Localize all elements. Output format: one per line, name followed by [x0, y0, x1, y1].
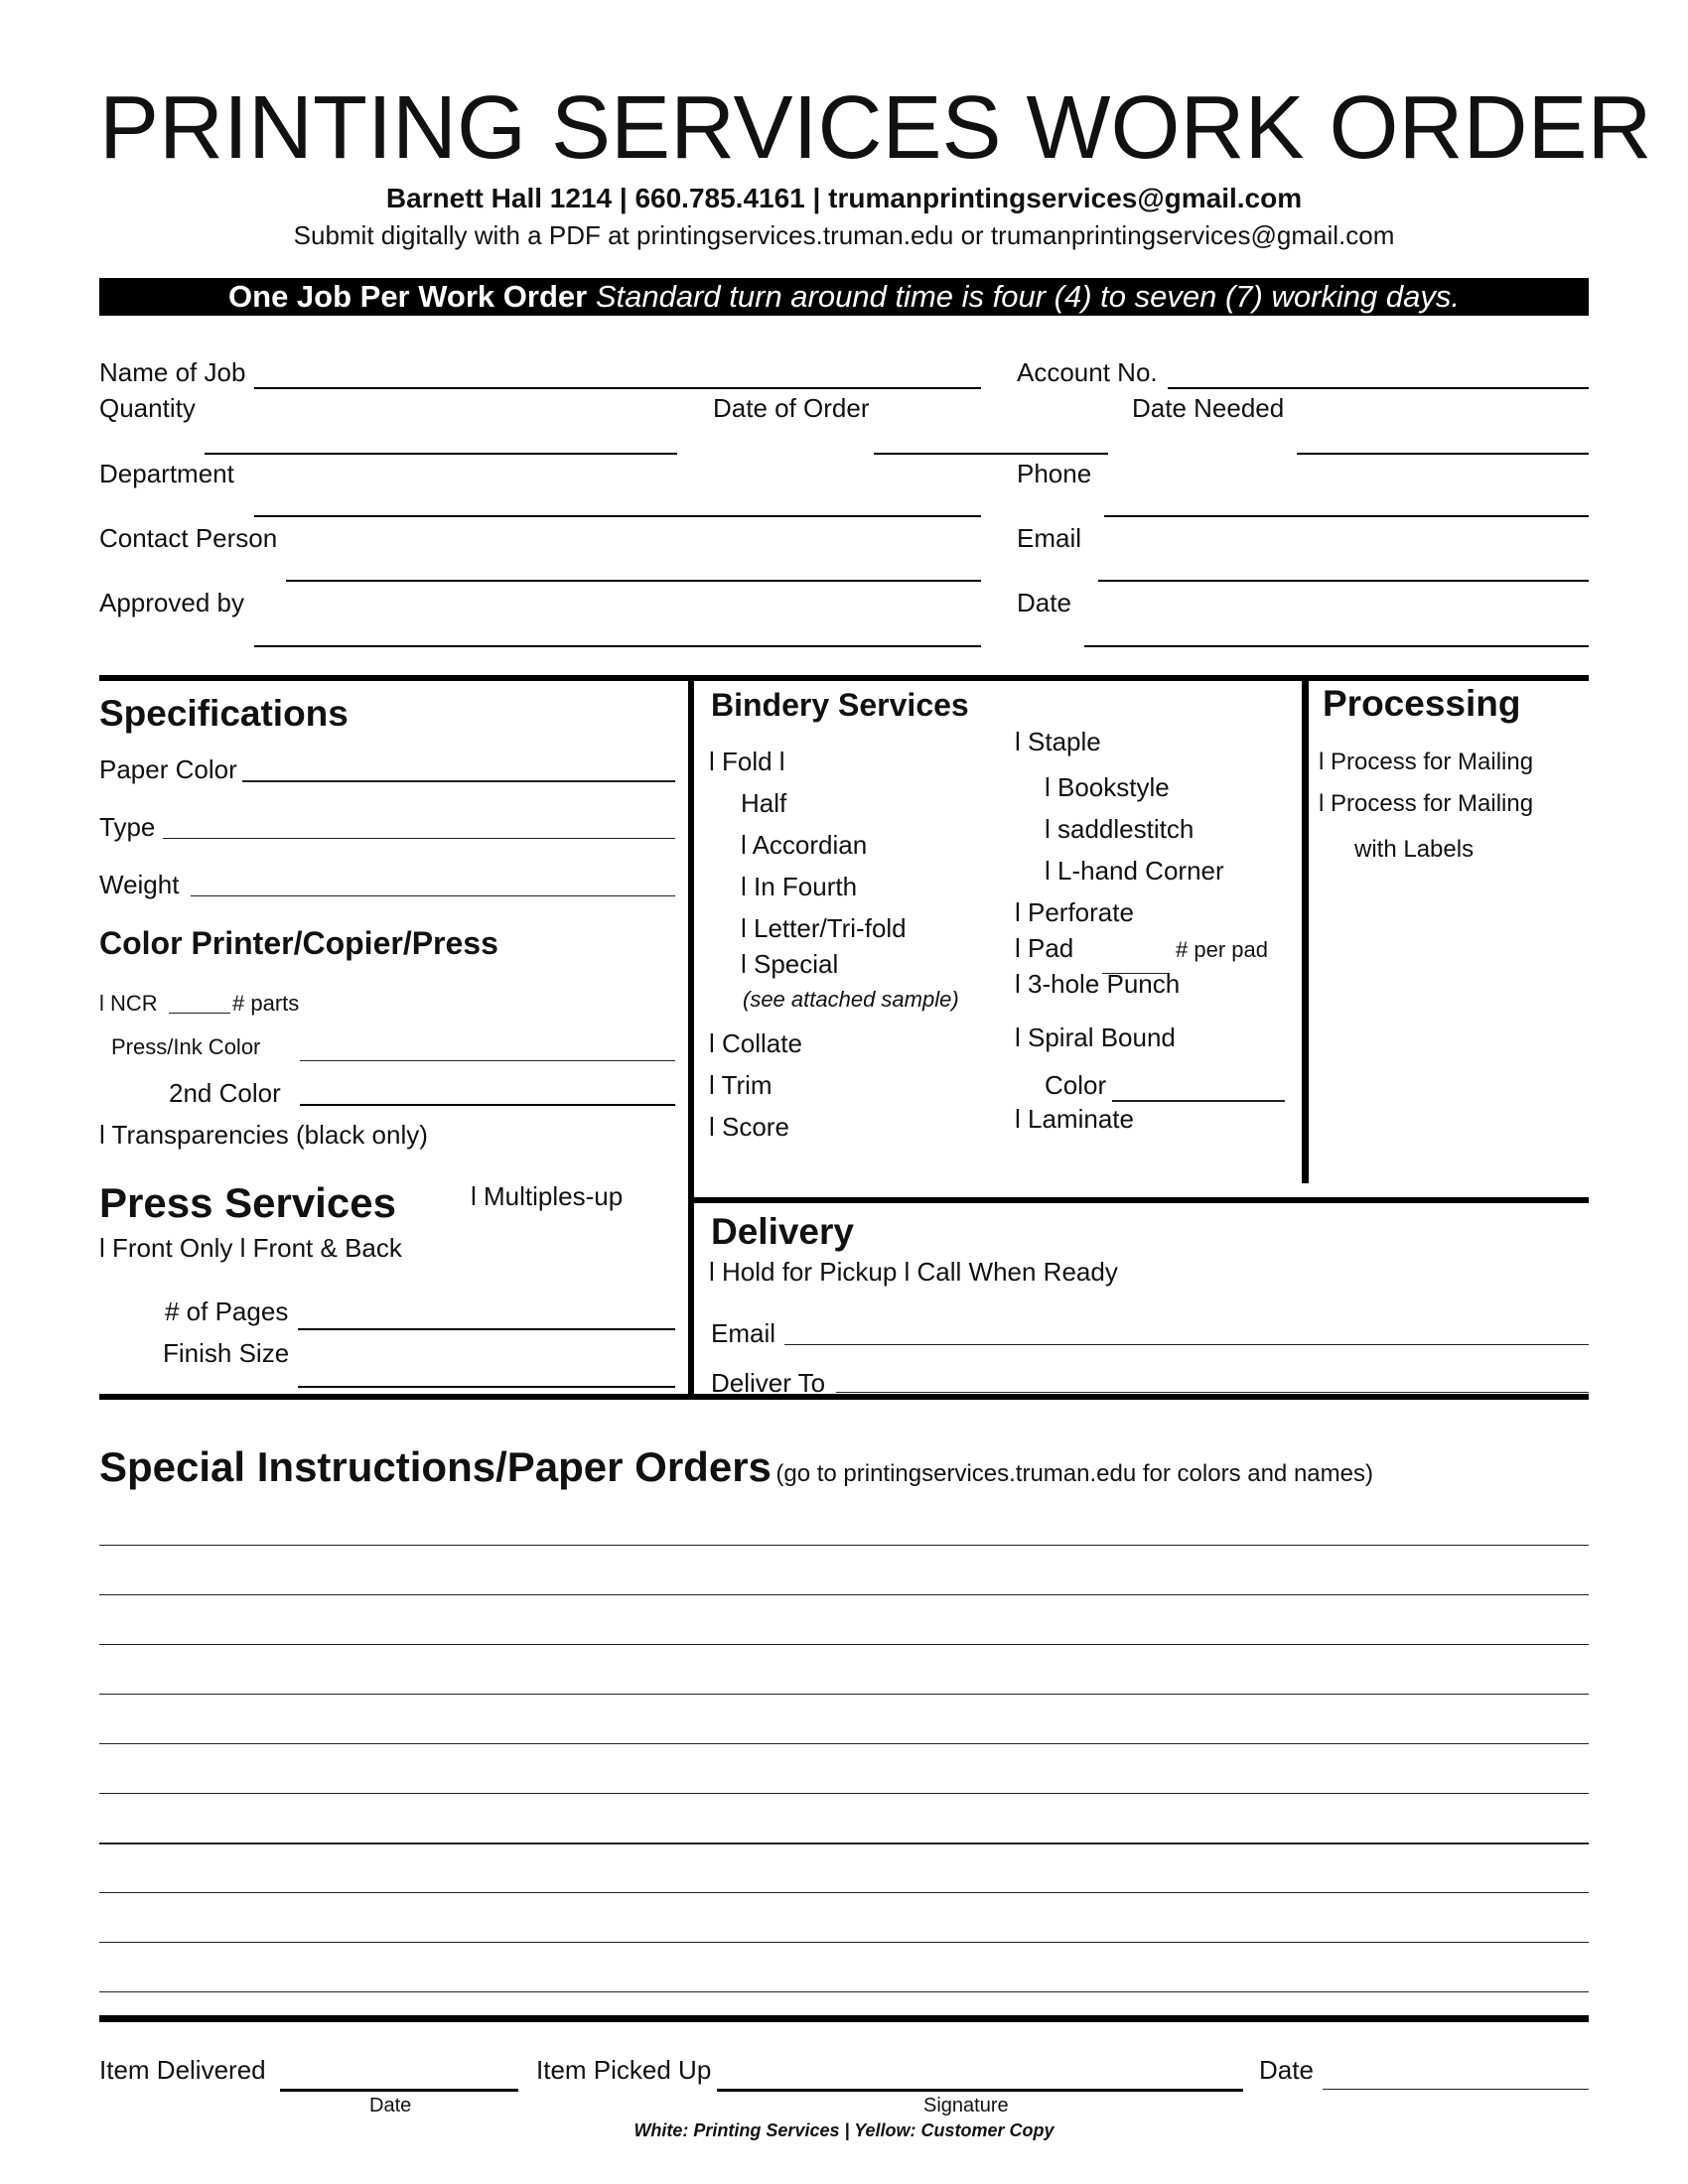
instruction-line[interactable] — [99, 1843, 1589, 1844]
email-label: Email — [1017, 523, 1082, 553]
instruction-line[interactable] — [99, 1594, 1589, 1595]
delivery-email-label: Email — [711, 1318, 776, 1348]
item-delivered-label: Item Delivered — [99, 2055, 266, 2085]
email-field[interactable] — [1098, 580, 1589, 582]
account-no-field[interactable] — [1168, 387, 1589, 389]
lhand-corner-checkbox[interactable]: l L-hand Corner — [1045, 856, 1224, 886]
process-mailing-labels-checkbox[interactable]: l Process for Mailing — [1319, 790, 1534, 817]
quantity-label: Quantity — [99, 393, 196, 423]
date-field[interactable] — [1084, 645, 1589, 647]
delivery-top-rule — [694, 1197, 1589, 1203]
finish-size-label: Finish Size — [163, 1338, 290, 1368]
date-needed-field[interactable] — [1297, 453, 1589, 455]
press-ink-color-field[interactable] — [300, 1060, 675, 1061]
finish-size-field[interactable] — [298, 1386, 675, 1388]
perforate-checkbox[interactable]: l Perforate — [1015, 897, 1134, 927]
footer-top-rule — [99, 2015, 1589, 2022]
deliver-to-field[interactable] — [836, 1392, 1589, 1393]
saddlestitch-checkbox[interactable]: l saddlestitch — [1045, 814, 1195, 844]
fold-accordian[interactable]: l Accordian — [741, 830, 868, 860]
instruction-line[interactable] — [99, 1743, 1589, 1744]
instruction-line[interactable] — [99, 1545, 1589, 1546]
staple-checkbox[interactable]: l Staple — [1015, 727, 1101, 756]
second-color-field[interactable] — [300, 1104, 675, 1106]
special-note: (see attached sample) — [743, 987, 959, 1012]
processing-heading: Processing — [1323, 683, 1521, 724]
name-of-job-field[interactable] — [254, 387, 981, 389]
special-instructions-heading — [99, 1443, 1373, 1491]
with-labels-text: with Labels — [1354, 836, 1475, 863]
contact-person-label: Contact Person — [99, 523, 278, 553]
type-label: Type — [99, 812, 156, 842]
trim-checkbox[interactable]: l Trim — [709, 1070, 773, 1100]
ncr-parts-field[interactable] — [169, 1013, 230, 1014]
column-divider-left — [688, 681, 694, 1396]
phone-field[interactable] — [1104, 515, 1589, 517]
instruction-line[interactable] — [99, 1892, 1589, 1893]
item-picked-up-label: Item Picked Up — [536, 2055, 712, 2085]
paper-color-field[interactable] — [242, 780, 675, 782]
special-note: (go to printingservices.truman.edu for colors and names) — [775, 1460, 1373, 1487]
pages-field[interactable] — [298, 1328, 675, 1330]
banner-italic: Standard turn around time is four (4) to seven (7) working days. — [595, 279, 1460, 314]
hole-punch-checkbox[interactable]: l 3-hole Punch — [1015, 969, 1181, 999]
special-title: Special Instructions/Paper Orders — [99, 1443, 772, 1490]
date-label: Date — [1017, 588, 1071, 617]
spiral-color-field[interactable] — [1112, 1100, 1285, 1102]
footer-date-label: Date — [1259, 2055, 1314, 2085]
spiral-bound-checkbox[interactable]: l Spiral Bound — [1015, 1023, 1176, 1052]
ncr-checkbox-label[interactable]: l NCR — [99, 991, 158, 1016]
bindery-heading: Bindery Services — [711, 687, 969, 723]
type-field[interactable] — [163, 838, 675, 839]
collate-checkbox[interactable]: l Collate — [709, 1028, 802, 1058]
name-of-job-label: Name of Job — [99, 357, 246, 387]
approved-by-label: Approved by — [99, 588, 244, 617]
instruction-line[interactable] — [99, 1793, 1589, 1794]
fold-half[interactable]: Half — [741, 788, 787, 818]
section-bottom-rule — [99, 1394, 1589, 1400]
bookstyle-checkbox[interactable]: l Bookstyle — [1045, 772, 1170, 802]
account-no-label: Account No. — [1017, 357, 1158, 387]
laminate-checkbox[interactable]: l Laminate — [1015, 1104, 1134, 1134]
second-color-label: 2nd Color — [169, 1078, 281, 1108]
contact-info: Barnett Hall 1214 | 660.785.4161 | trumanprintingservices@gmail.com — [385, 183, 1303, 213]
department-label: Department — [99, 459, 234, 488]
page-title: PRINTING SERVICES WORK ORDER — [99, 78, 1652, 178]
fold-letter[interactable]: l Letter/Tri-fold — [741, 913, 907, 943]
date-needed-label: Date Needed — [1132, 393, 1285, 423]
submit-info: Submit digitally with a PDF at printingservices.truman.edu or trumanprintingservices@gmail.com — [293, 220, 1395, 250]
front-options[interactable]: l Front Only l Front & Back — [99, 1233, 402, 1263]
banner — [99, 278, 1589, 316]
deliver-to-label: Deliver To — [711, 1368, 826, 1398]
fold-in-fourth[interactable]: l In Fourth — [741, 872, 858, 901]
section-top-rule — [99, 675, 1589, 681]
delivery-options[interactable]: l Hold for Pickup l Call When Ready — [709, 1257, 1118, 1287]
delivery-email-field[interactable] — [784, 1344, 1589, 1345]
multiples-up-checkbox[interactable]: l Multiples-up — [471, 1181, 624, 1211]
transparencies-checkbox[interactable]: l Transparencies (black only) — [99, 1120, 428, 1150]
color-printer-heading: Color Printer/Copier/Press — [99, 925, 498, 961]
press-services-heading: Press Services — [99, 1179, 396, 1226]
contact-person-field[interactable] — [286, 580, 981, 582]
date-of-order-label: Date of Order — [713, 393, 870, 423]
score-checkbox[interactable]: l Score — [709, 1112, 789, 1142]
approved-by-field[interactable] — [254, 645, 981, 647]
fold-checkbox[interactable]: l Fold l — [709, 747, 785, 776]
column-divider-right — [1302, 681, 1309, 1183]
spiral-color-label: Color — [1045, 1070, 1107, 1100]
copy-note: White: Printing Services | Yellow: Customer Copy — [633, 2120, 1055, 2140]
signature-caption: Signature — [923, 2095, 1009, 2116]
paper-color-label: Paper Color — [99, 754, 237, 784]
footer-date-field[interactable] — [1323, 2089, 1589, 2090]
instruction-line[interactable] — [99, 1942, 1589, 1943]
weight-label: Weight — [99, 870, 180, 899]
delivery-heading: Delivery — [711, 1211, 854, 1252]
date-of-order-field[interactable] — [874, 453, 1108, 455]
ncr-parts-label: # parts — [232, 991, 300, 1016]
pages-label: # of Pages — [165, 1297, 289, 1326]
pad-checkbox[interactable]: l Pad — [1015, 933, 1074, 963]
item-picked-up-field[interactable] — [717, 2089, 1243, 2092]
press-ink-color-label: Press/Ink Color — [111, 1034, 261, 1059]
fold-special[interactable]: l Special — [741, 949, 839, 979]
phone-label: Phone — [1017, 459, 1092, 488]
banner-bold: One Job Per Work Order — [228, 279, 588, 314]
process-mailing-checkbox[interactable]: l Process for Mailing — [1319, 749, 1534, 775]
item-delivered-field[interactable] — [280, 2089, 518, 2092]
instruction-line[interactable] — [99, 1991, 1589, 1992]
per-pad-label: # per pad — [1176, 937, 1268, 962]
weight-field[interactable] — [191, 895, 675, 896]
instruction-line[interactable] — [99, 1644, 1589, 1645]
item-delivered-date-caption: Date — [369, 2095, 412, 2116]
instruction-line[interactable] — [99, 1694, 1589, 1695]
quantity-field[interactable] — [205, 453, 677, 455]
department-field[interactable] — [254, 515, 981, 517]
specifications-heading: Specifications — [99, 693, 349, 734]
